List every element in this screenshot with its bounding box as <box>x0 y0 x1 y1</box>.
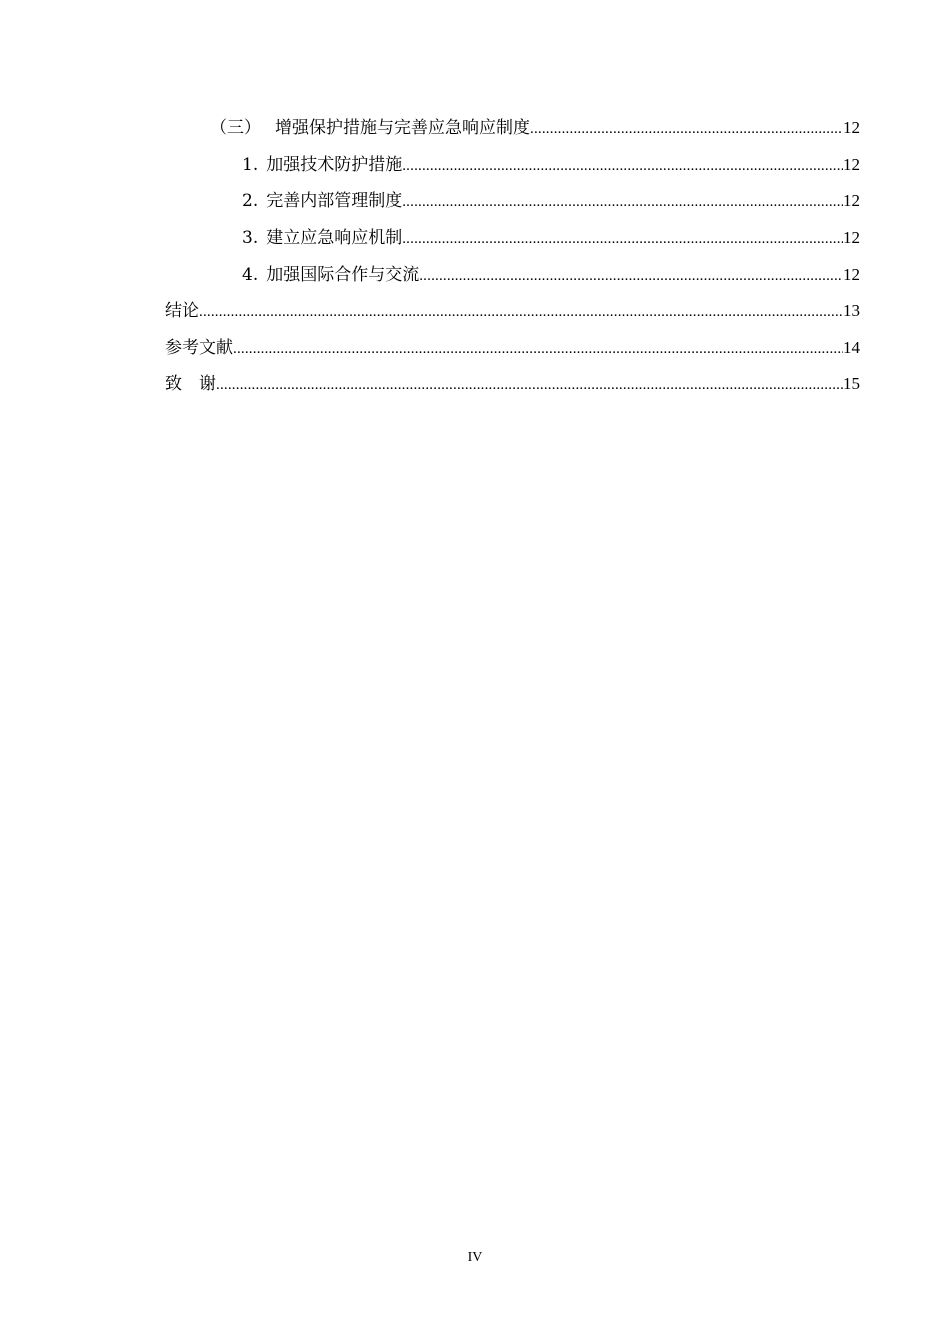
toc-page-number: 12 <box>843 118 860 137</box>
toc-entry-label: 完善内部管理制度 <box>266 191 403 211</box>
toc-entry-prefix: 4. <box>242 265 259 285</box>
toc-entry-label: 结论 <box>165 301 199 321</box>
toc-leader-dots <box>402 154 843 177</box>
toc-page-number: 12 <box>843 155 860 174</box>
page-number-footer: IV <box>467 1250 483 1265</box>
toc-entry-subitem-2[interactable] <box>242 189 860 213</box>
toc-leader-dots <box>419 264 843 287</box>
toc-entry-prefix: 3. <box>242 228 259 248</box>
toc-entry-prefix: （三） <box>210 118 261 138</box>
toc-page-number: 14 <box>843 338 860 357</box>
toc-entry-label: 参考文献 <box>165 338 233 358</box>
toc-entry-label: 加强国际合作与交流 <box>266 265 420 285</box>
toc-page-number: 13 <box>843 301 860 320</box>
toc-entry-label: 加强技术防护措施 <box>266 155 403 175</box>
toc-leader-dots <box>233 337 843 360</box>
toc-entry-conclusion[interactable] <box>165 299 860 323</box>
toc-entry-subitem-4[interactable] <box>242 263 860 287</box>
toc-page-number: 15 <box>843 374 860 393</box>
toc-entry-prefix: 2. <box>242 191 259 211</box>
toc-entry-label: 建立应急响应机制 <box>266 228 403 248</box>
toc-leader-dots <box>402 190 843 213</box>
toc-entry-section-3[interactable] <box>210 116 860 140</box>
toc-entry-subitem-1[interactable] <box>242 153 860 177</box>
toc-entry-subitem-3[interactable] <box>242 226 860 250</box>
toc-entry-acknowledgements[interactable] <box>165 372 860 396</box>
toc-page-number: 12 <box>843 191 860 210</box>
toc-entry-label: 增强保护措施与完善应急响应制度 <box>275 118 530 138</box>
toc-page-number: 12 <box>843 228 860 247</box>
toc-leader-dots <box>402 227 843 250</box>
toc-page-number: 12 <box>843 265 860 284</box>
toc-leader-dots <box>216 373 843 396</box>
toc-leader-dots <box>199 300 843 323</box>
toc-leader-dots <box>530 117 843 140</box>
toc-entry-references[interactable] <box>165 336 860 360</box>
toc-entry-prefix: 1. <box>242 155 259 175</box>
toc-entry-label: 致 谢 <box>165 374 216 394</box>
